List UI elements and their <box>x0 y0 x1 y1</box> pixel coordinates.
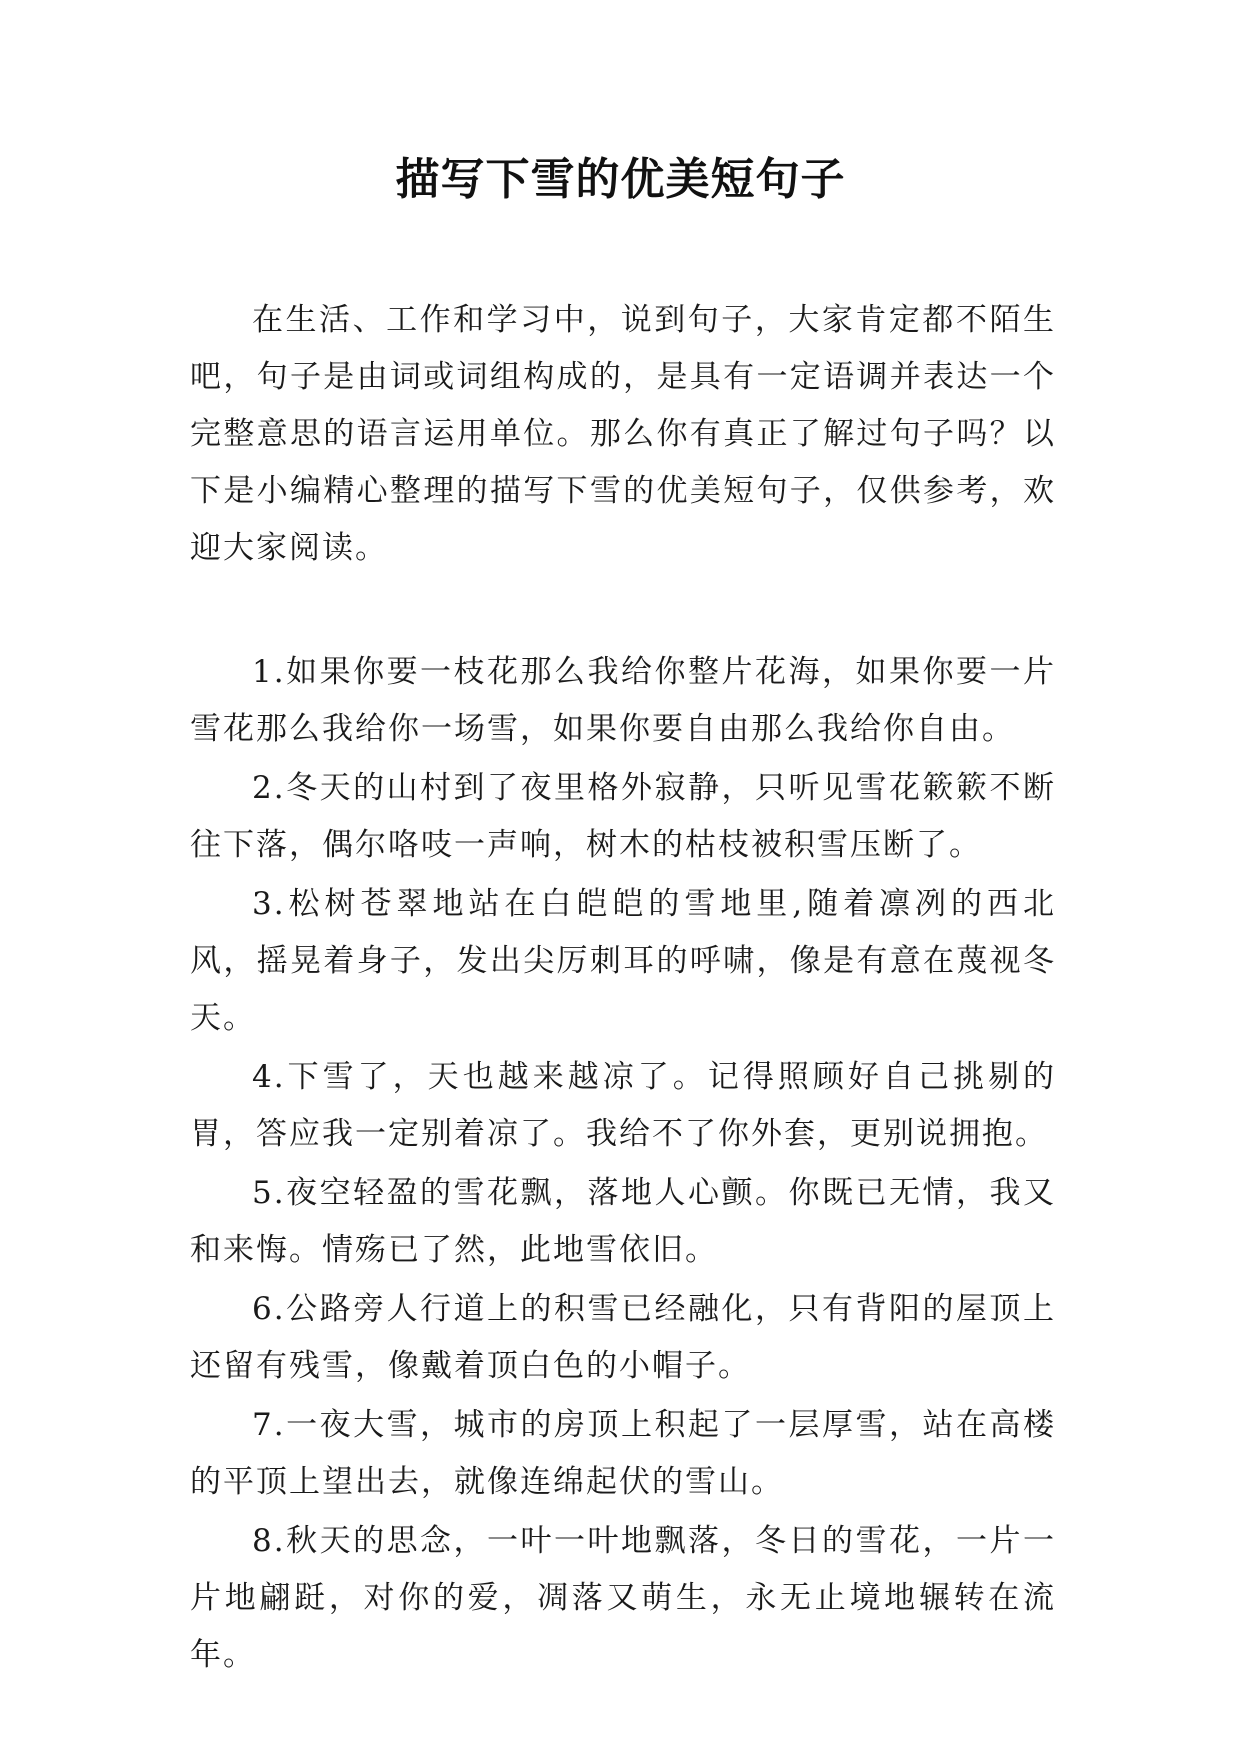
list-item: 6.公路旁人行道上的积雪已经融化，只有背阳的屋顶上还留有残雪，像戴着顶白色的小帽子。 <box>190 1291 1056 1384</box>
list-item: 5.夜空轻盈的雪花飘，落地人心颤。你既已无情，我又和来悔。情殇已了然，此地雪依旧。 <box>190 1175 1056 1268</box>
sentence-list <box>190 644 1056 1686</box>
list-item: 8.秋天的思念，一叶一叶地飘落，冬日的雪花，一片一片地翩跹，对你的爱，凋落又萌生，永无止境地辗转在流年。 <box>190 1523 1056 1673</box>
list-item: 1.如果你要一枝花那么我给你整片花海，如果你要一片雪花那么我给你一场雪，如果你要自由那么我给你自由。 <box>190 654 1056 747</box>
list-item: 4.下雪了，天也越来越凉了。记得照顾好自己挑剔的胃，答应我一定别着凉了。我给不了你外套，更别说拥抱。 <box>190 1059 1056 1152</box>
list-item: 3.松树苍翠地站在白皑皑的雪地里,随着凛冽的西北风，摇晃着身子，发出尖厉刺耳的呼啸，像是有意在蔑视冬天。 <box>190 886 1056 1036</box>
intro-paragraph: 在生活、工作和学习中，说到句子，大家肯定都不陌生吧，句子是由词或词组构成的，是具有一定语调并表达一个完整意思的语言运用单位。那么你有真正了解过句子吗？以下是小编精心整理的描写下雪的优美短句子，仅供参考，欢迎大家阅读。 <box>190 302 1056 566</box>
list-item: 2.冬天的山村到了夜里格外寂静，只听见雪花簌簌不断往下落，偶尔咯吱一声响，树木的枯枝被积雪压断了。 <box>190 770 1056 863</box>
list-item: 7.一夜大雪，城市的房顶上积起了一层厚雪，站在高楼的平顶上望出去，就像连绵起伏的雪山。 <box>190 1407 1056 1500</box>
page-title: 描写下雪的优美短句子 <box>395 154 846 205</box>
